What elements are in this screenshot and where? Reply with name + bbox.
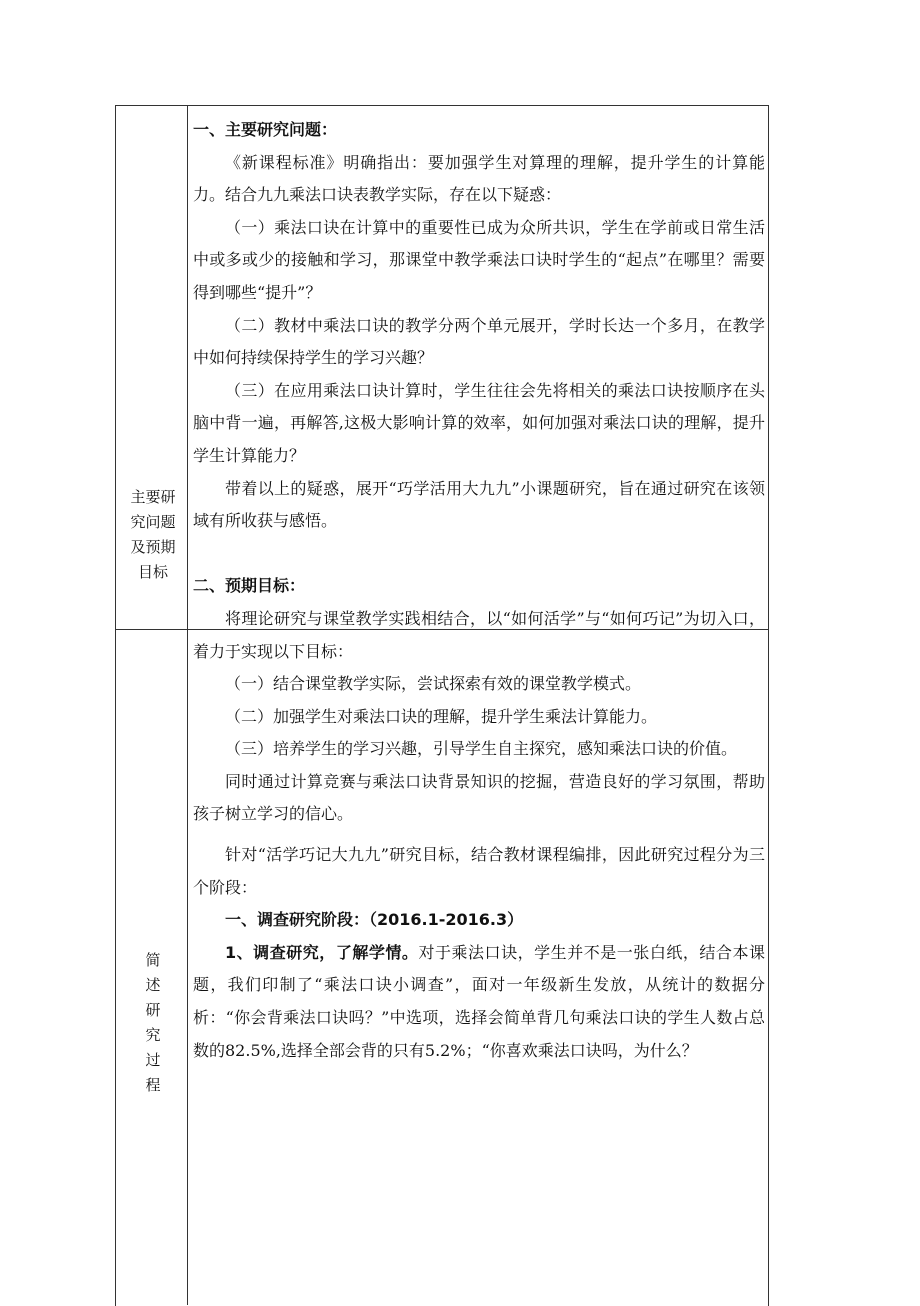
label-line: 程 [145, 1076, 161, 1094]
label-line: 目标 [137, 563, 168, 581]
paragraph: （三）在应用乘法口诀计算时，学生往往会先将相关的乘法口诀按顺序在头脑中背一遍，再解答,这极大影响计算的效率，如何加强对乘法口诀的理解，提升学生计算能力？ [193, 380, 765, 465]
label-line: 究 [145, 1026, 161, 1044]
step-text: 对于乘法口诀，学生并不是一张白纸，结合本课题，我们印制了“乘法口诀小调查”，面对一年级新生发放，从统计的数据分析：“你会背乘法口诀吗？”中选项，选择会简单背几句乘法口诀的学生人数占总数的82.5%,选择全部会背的只有5.2%；“你喜欢乘法口诀吗，为什么？ [193, 942, 765, 1060]
paragraph: 针对“活学巧记大九九”研究目标，结合教材课程编排，因此研究过程分为三个阶段： [193, 845, 765, 897]
step-title: 1、调查研究，了解学情。 [225, 942, 419, 962]
paragraph: （一）乘法口诀在计算中的重要性已成为众所共识，学生在学前或日常生活中或多或少的接触和学习，那课堂中教学乘法口诀时学生的“起点”在哪里？需要得到哪些“提升”？ [193, 217, 765, 302]
label-line: 过 [145, 1051, 161, 1069]
paragraph: （二）教材中乘法口诀的教学分两个单元展开，学时长达一个多月，在教学中如何持续保持学生的学习兴趣？ [193, 315, 765, 368]
label-line: 简 [145, 951, 161, 969]
paragraph: 带着以上的疑惑，展开“巧学活用大九九”小课题研究，旨在通过研究在该领域有所收获与感悟。 [193, 478, 765, 531]
paragraph: （二）加强学生对乘法口诀的理解，提升学生乘法计算能力。 [225, 706, 658, 726]
paragraph: 同时通过计算竞赛与乘法口诀背景知识的挖掘，营造良好的学习氛围，帮助孩子树立学习的信心。 [193, 771, 765, 824]
paragraph [193, 937, 765, 1067]
column-divider [187, 105, 188, 1305]
paragraph: 将理论研究与课堂教学实践相结合，以“如何活学”与“如何巧记”为切入口，着力于实现以下目标： [193, 608, 765, 661]
content-cell [193, 114, 765, 1067]
label-line: 主要研 [130, 488, 176, 506]
spacer [193, 538, 765, 571]
label-line: 及预期 [130, 538, 176, 556]
paragraph: （一）结合课堂教学实际，尝试探索有效的课堂教学模式。 [225, 674, 642, 694]
row-label-goals [118, 485, 188, 585]
section-heading: 二、预期目标： [193, 576, 306, 596]
label-line: 究问题 [130, 513, 176, 531]
label-line: 述 [145, 976, 161, 994]
stage-heading: 一、调查研究阶段：（2016.1-2016.3） [225, 910, 524, 930]
paragraph: （三）培养学生的学习兴趣，引导学生自主探究，感知乘法口诀的价值。 [225, 739, 738, 759]
paragraph: 《新课程标准》明确指出：要加强学生对算理的理解，提升学生的计算能力。结合九九乘法口诀表教学实际，存在以下疑惑： [193, 152, 765, 205]
section-heading: 一、主要研究问题： [193, 120, 338, 139]
label-line: 研 [145, 1001, 161, 1019]
row-label-process [118, 948, 188, 1098]
